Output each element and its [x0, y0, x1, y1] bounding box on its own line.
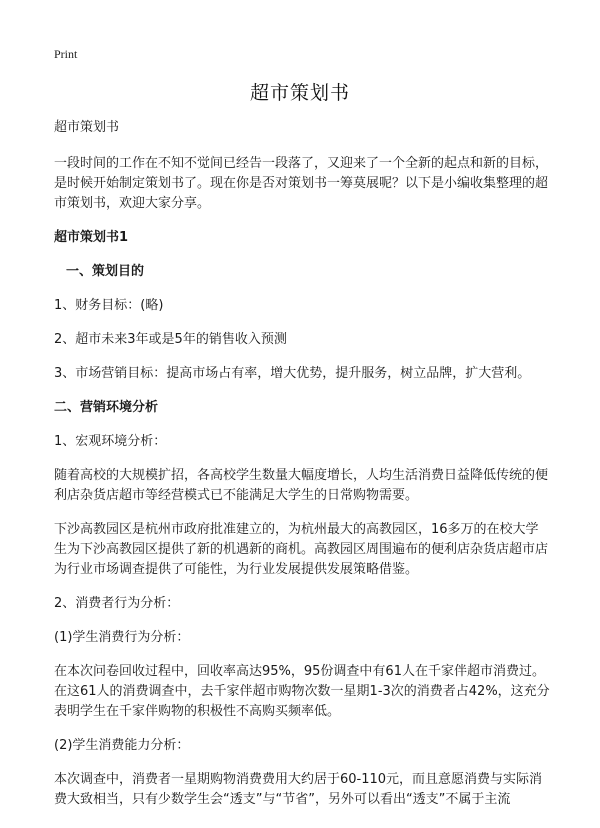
student-ability-paragraph: 本次调查中，消费者一星期购物消费费用大约居于60-110元，而且意愿消费与实际消费大致相当，只有少数学生会“透支”与“节省”，另外可以看出“透支”不属于主流: [54, 772, 543, 807]
student-behavior-label: (1)学生消费行为分析：: [54, 630, 190, 645]
page-title: 超市策划书: [249, 82, 350, 104]
student-ability-label: (2)学生消费能力分析：: [54, 738, 190, 753]
list-item-marketing-goal: 3、市场营销目标：提高市场占有率，增大优势，提升服务，树立品牌，扩大营利。: [54, 366, 531, 381]
macro-analysis-paragraph: 随着高校的大规模扩招，各高校学生数量大幅度增长，人均生活消费日益降低传统的便利店杂货店超市等经营模式已不能满足大学生的日常购物需要。: [54, 468, 549, 503]
list-item-financial-goal: 1、财务目标：(略): [54, 298, 164, 313]
print-link[interactable]: Print: [54, 47, 78, 61]
heading-planning-purpose: 一、策划目的: [66, 264, 145, 279]
student-behavior-paragraph: 在本次问卷回收过程中，回收率高达95%，95份调查中有61人在千家伴超市消费过。在这61人的消费调查中，去千家伴超市购物次数一星期1-3次的消费者占42%，这充分表明学生在千家伴购物的积极性不高购买频率低。: [54, 664, 550, 719]
document-body: [54, 118, 550, 824]
section-title: 超市策划书1: [54, 230, 129, 245]
macro-analysis-label: 1、宏观环境分析：: [54, 434, 167, 449]
list-item-revenue-forecast: 2、超市未来3年或是5年的销售收入预测: [54, 332, 287, 347]
consumer-analysis-label: 2、消费者行为分析：: [54, 596, 180, 611]
document-subtitle: 超市策划书: [54, 120, 120, 135]
xiasha-paragraph: 下沙高教园区是杭州市政府批准建立的，为杭州最大的高教园区，16多万的在校大学生为下沙高教园区提供了新的机遇新的商机。高教园区周围遍布的便利店杂货店超市店为行业市场调查提供了可能性，为行业发展提供发展策略借鉴。: [54, 522, 549, 577]
heading-environment-analysis: 二、营销环境分析: [54, 400, 159, 415]
intro-paragraph: 一段时间的工作在不知不觉间已经告一段落了，又迎来了一个全新的起点和新的目标，是时候开始制定策划书了。现在你是否对策划书一筹莫展呢？以下是小编收集整理的超市策划书，欢迎大家分享。: [54, 156, 549, 211]
